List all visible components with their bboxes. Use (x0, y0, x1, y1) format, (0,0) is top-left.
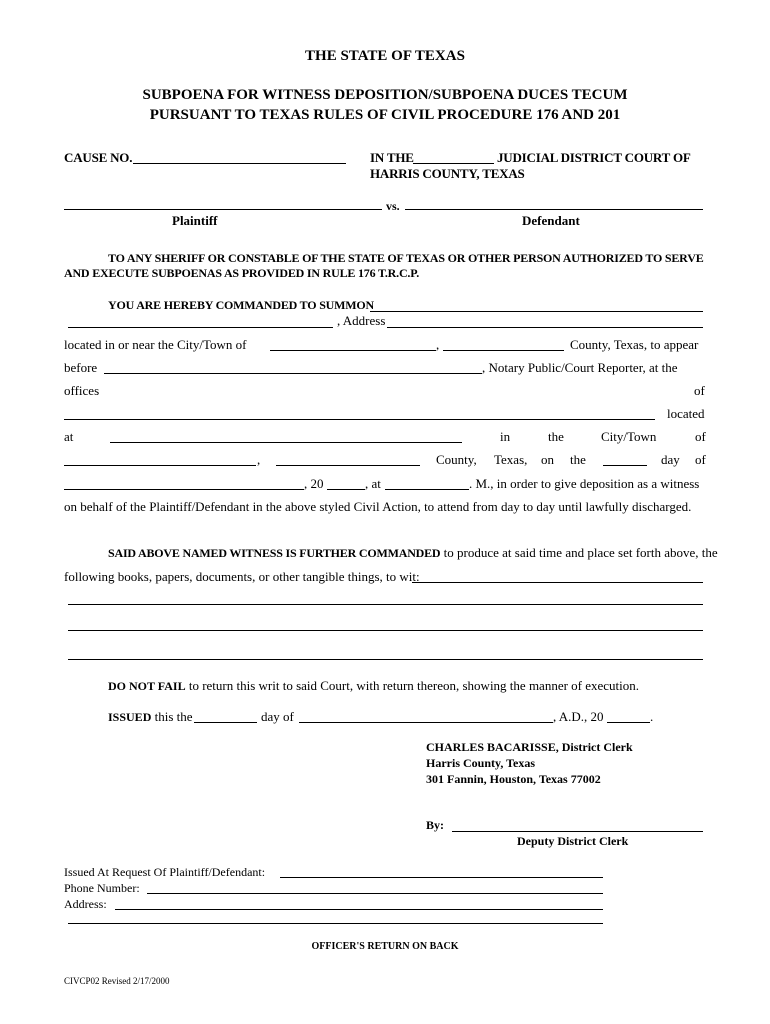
year-field[interactable] (327, 489, 365, 490)
at-label: at (64, 429, 74, 444)
requesting-party-field[interactable] (280, 877, 603, 878)
do-not-fail-rest: to return this writ to said Court, with return thereon, showing the manner of execution. (185, 678, 640, 693)
county-field-2[interactable] (276, 465, 420, 466)
witness-name-field-2[interactable] (68, 327, 333, 328)
form-subtitle-rule: PURSUANT TO TEXAS RULES OF CIVIL PROCEDURE 176 AND 201 (149, 107, 621, 123)
summon-label: YOU ARE HEREBY COMMANDED TO SUMMON (108, 298, 374, 312)
in-label: in (500, 429, 511, 444)
ad-label: , A.D., 20 (553, 709, 604, 724)
deposition-text: . M., in order to give deposition as a witness (469, 476, 700, 491)
city-field[interactable] (64, 465, 256, 466)
court-in-label: IN THE (370, 150, 414, 165)
address-field[interactable] (115, 909, 603, 910)
at-label-2: , at (365, 476, 381, 491)
day-word: day (661, 452, 680, 467)
address-label: , Address (337, 313, 386, 328)
county-appear-label: County, Texas, to appear (570, 337, 699, 352)
city-town-field[interactable] (270, 350, 436, 351)
comma-2: , (257, 452, 261, 467)
do-not-fail-bold: DO NOT FAIL (108, 679, 186, 693)
further-commanded-text (108, 545, 718, 561)
issued-bold: ISSUED (108, 710, 152, 724)
day-field[interactable] (603, 465, 647, 466)
further-commanded-rest: to produce at said time and place set forth above, the (440, 545, 718, 560)
county-word: County, (436, 452, 477, 467)
books-label: following books, papers, documents, or other tangible things, to wit: (64, 569, 420, 584)
books-field-3[interactable] (68, 630, 703, 631)
books-field-2[interactable] (68, 604, 703, 605)
phone-label: Phone Number: (64, 881, 140, 895)
month-field[interactable] (64, 489, 304, 490)
issued-text (108, 709, 193, 725)
further-commanded-bold: SAID ABOVE NAMED WITNESS IS FURTHER COMMANDED (108, 546, 441, 560)
plaintiff-field[interactable] (64, 209, 382, 210)
cause-label: CAUSE NO. (64, 150, 133, 165)
comma: , (436, 337, 440, 352)
time-field[interactable] (385, 489, 469, 490)
of-label: of (694, 383, 705, 398)
clerk-name: CHARLES BACARISSE, District Clerk (426, 740, 633, 754)
twenty-label: , 20 (304, 476, 324, 491)
city-town-label: City/Town (601, 429, 657, 444)
address-to-line2: AND EXECUTE SUBPOENAS AS PROVIDED IN RULE 176 T.R.C.P. (64, 266, 420, 280)
defendant-label: Defendant (522, 213, 580, 228)
county-field[interactable] (443, 350, 564, 351)
texas-word: Texas, (494, 452, 528, 467)
county-label: HARRIS COUNTY, TEXAS (370, 166, 525, 181)
on-word: on (541, 452, 554, 467)
address-label-2: Address: (64, 897, 107, 911)
books-field-4[interactable] (68, 659, 703, 660)
located-label: located (667, 406, 705, 421)
location-address-field[interactable] (110, 442, 462, 443)
witness-name-field[interactable] (370, 311, 703, 312)
issued-month-field[interactable] (299, 722, 553, 723)
of-word: of (695, 452, 706, 467)
notary-name-field[interactable] (104, 373, 482, 374)
defendant-field[interactable] (405, 209, 703, 210)
cause-number-field[interactable] (133, 163, 346, 164)
do-not-fail-text (108, 678, 639, 694)
books-field[interactable] (412, 582, 703, 583)
deputy-label: Deputy District Clerk (517, 834, 629, 848)
notary-label: , Notary Public/Court Reporter, at the (482, 360, 678, 375)
behalf-text: on behalf of the Plaintiff/Defendant in the above styled Civil Action, to attend from day to day until lawfully discharged. (64, 499, 692, 514)
by-label: By: (426, 818, 444, 832)
deputy-signature-field[interactable] (452, 831, 703, 832)
issued-day-field[interactable] (194, 722, 257, 723)
the-label: the (548, 429, 564, 444)
day-of-label: day of (261, 709, 294, 724)
the-word: the (570, 452, 586, 467)
offices-field[interactable] (64, 419, 655, 420)
issued-year-field[interactable] (607, 722, 650, 723)
plaintiff-label: Plaintiff (172, 213, 218, 228)
period: . (650, 709, 654, 724)
of-label-2: of (695, 429, 706, 444)
revision-label: CIVCP02 Revised 2/17/2000 (64, 976, 170, 986)
issued-at-request-label: Issued At Request Of Plaintiff/Defendant: (64, 865, 266, 879)
court-label: JUDICIAL DISTRICT COURT OF (497, 150, 691, 165)
located-near-label: located in or near the City/Town of (64, 337, 247, 352)
clerk-address: 301 Fannin, Houston, Texas 77002 (426, 772, 601, 786)
form-title: THE STATE OF TEXAS (305, 48, 465, 64)
phone-field[interactable] (147, 893, 603, 894)
address-to-line1: TO ANY SHERIFF OR CONSTABLE OF THE STATE OF TEXAS OR OTHER PERSON AUTHORIZED TO SERVE (108, 251, 704, 265)
witness-address-field[interactable] (387, 327, 703, 328)
court-number-field[interactable] (413, 163, 494, 164)
offices-label: offices (64, 383, 100, 398)
issued-this: this the (151, 709, 193, 724)
clerk-county: Harris County, Texas (426, 756, 536, 770)
form-subtitle: SUBPOENA FOR WITNESS DEPOSITION/SUBPOENA DUCES TECUM (142, 87, 628, 103)
vs-label: vs. (386, 199, 400, 213)
address-field-2[interactable] (68, 923, 603, 924)
officers-return-label: OFFICER'S RETURN ON BACK (311, 941, 459, 952)
before-label: before (64, 360, 98, 375)
